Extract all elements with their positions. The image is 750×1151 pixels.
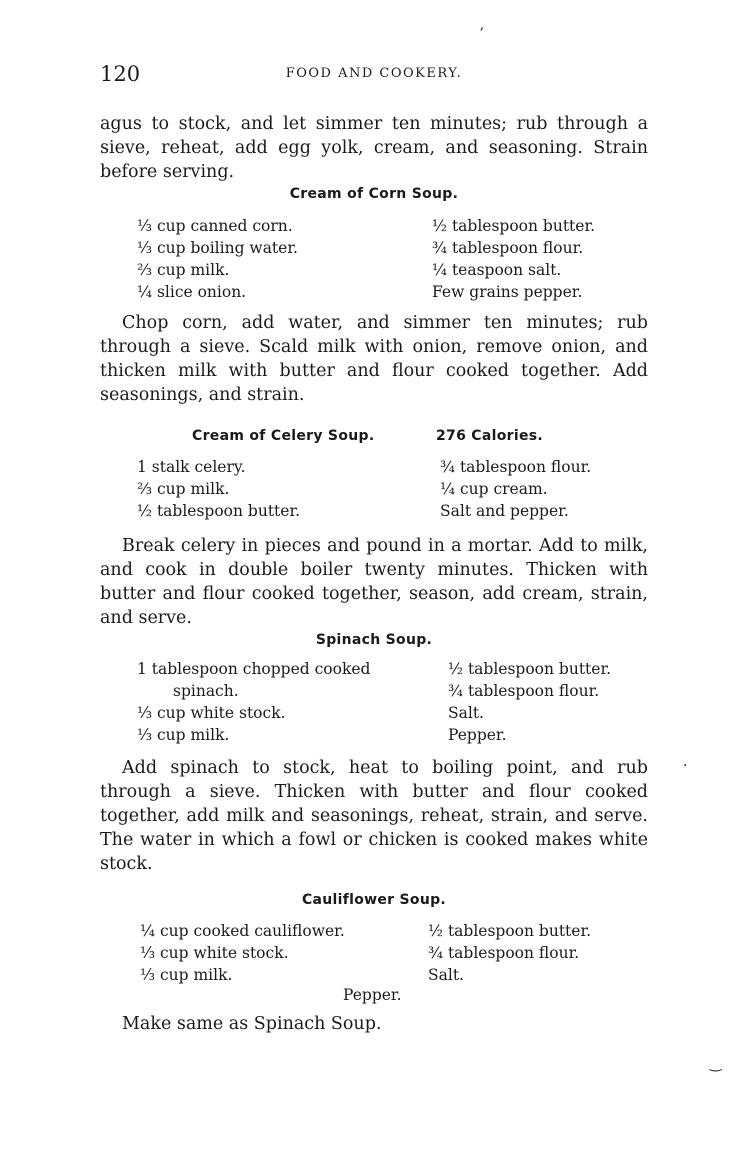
ingredient: Salt.: [428, 966, 464, 984]
ingredient: ⅓ cup white stock.: [137, 704, 286, 722]
calorie-count: 276 Calories.: [436, 428, 543, 444]
ingredient: ⅓ cup boiling water.: [137, 239, 298, 257]
ingredient: ¼ cup cooked cauliflower.: [140, 922, 345, 940]
ingredient: ⅔ cup milk.: [137, 480, 230, 498]
recipe-title: Cream of Celery Soup.: [192, 428, 375, 444]
directions-paragraph: Make same as Spinach Soup.: [122, 1014, 382, 1034]
ingredient: Salt and pepper.: [440, 502, 569, 520]
ingredient: ½ tablespoon butter.: [428, 922, 592, 940]
ingredient: ¼ slice onion.: [137, 283, 247, 301]
ingredients-left: [137, 658, 370, 746]
ink-speck: ·: [683, 758, 688, 774]
ingredient: ⅓ cup white stock.: [140, 944, 289, 962]
directions-paragraph: Add spinach to stock, heat to boiling point, and rub through a sieve. Thicken with butter and flour cooked together, add milk and seasonings, reheat, strain, and serve. The water in which a fowl or chicken is cooked makes white stock.: [100, 758, 648, 874]
ingredients-center: [343, 984, 402, 1006]
ingredient: ¾ tablespoon flour.: [440, 458, 592, 476]
page-number: 120: [100, 62, 141, 86]
ingredient: ¾ tablespoon flour.: [432, 239, 584, 257]
ingredients-left: [137, 456, 300, 522]
ingredient: ½ tablespoon butter.: [432, 217, 596, 235]
ingredient: 1 stalk celery.: [137, 458, 246, 476]
ingredient: ¾ tablespoon flour.: [448, 682, 600, 700]
ingredient: Pepper.: [448, 726, 507, 744]
ingredients-left: [140, 920, 345, 986]
ingredients-left: [137, 215, 298, 303]
ingredient: ⅔ cup milk.: [137, 261, 230, 279]
ingredient: spinach.: [173, 682, 239, 700]
ingredient: ⅓ cup milk.: [140, 966, 233, 984]
ingredient: Pepper.: [343, 986, 402, 1004]
page-header: [100, 62, 648, 92]
ingredient: ½ tablespoon butter.: [137, 502, 301, 520]
recipe-title: Cream of Corn Soup.: [289, 186, 459, 202]
ingredient: ½ tablespoon butter.: [448, 660, 612, 678]
ingredients-right: [440, 456, 591, 522]
ingredient: Few grains pepper.: [432, 283, 583, 301]
ingredients-right: [428, 920, 591, 986]
running-title: FOOD AND COOKERY.: [285, 66, 463, 81]
ink-speck: ‿: [710, 1056, 722, 1072]
ingredient: ⅓ cup milk.: [137, 726, 230, 744]
ingredient: ¼ cup cream.: [440, 480, 548, 498]
directions-paragraph: Chop corn, add water, and simmer ten minutes; rub through a sieve. Scald milk with onion, remove onion, and thicken milk with butter and flour cooked together. Add seasonings, and strain.: [100, 313, 648, 405]
recipe-title: Cauliflower Soup.: [301, 892, 447, 908]
ingredients-right: [432, 215, 595, 303]
directions-paragraph: Break celery in pieces and pound in a mortar. Add to milk, and cook in double boiler twenty minutes. Thicken with butter and flour cooked together, season, add cream, strain, and serve.: [100, 536, 648, 628]
ingredients-right: [448, 658, 611, 746]
ink-speck: ʼ: [479, 26, 484, 42]
recipe-title: Spinach Soup.: [315, 632, 433, 648]
ingredient: Salt.: [448, 704, 484, 722]
ingredient: ¾ tablespoon flour.: [428, 944, 580, 962]
intro-paragraph: agus to stock, and let simmer ten minutes; rub through a sieve, reheat, add egg yolk, cream, and seasoning. Strain before serving.: [100, 114, 648, 182]
ingredient: 1 tablespoon chopped cooked: [137, 660, 371, 678]
ingredient: ⅓ cup canned corn.: [137, 217, 293, 235]
ingredient: ¼ teaspoon salt.: [432, 261, 562, 279]
